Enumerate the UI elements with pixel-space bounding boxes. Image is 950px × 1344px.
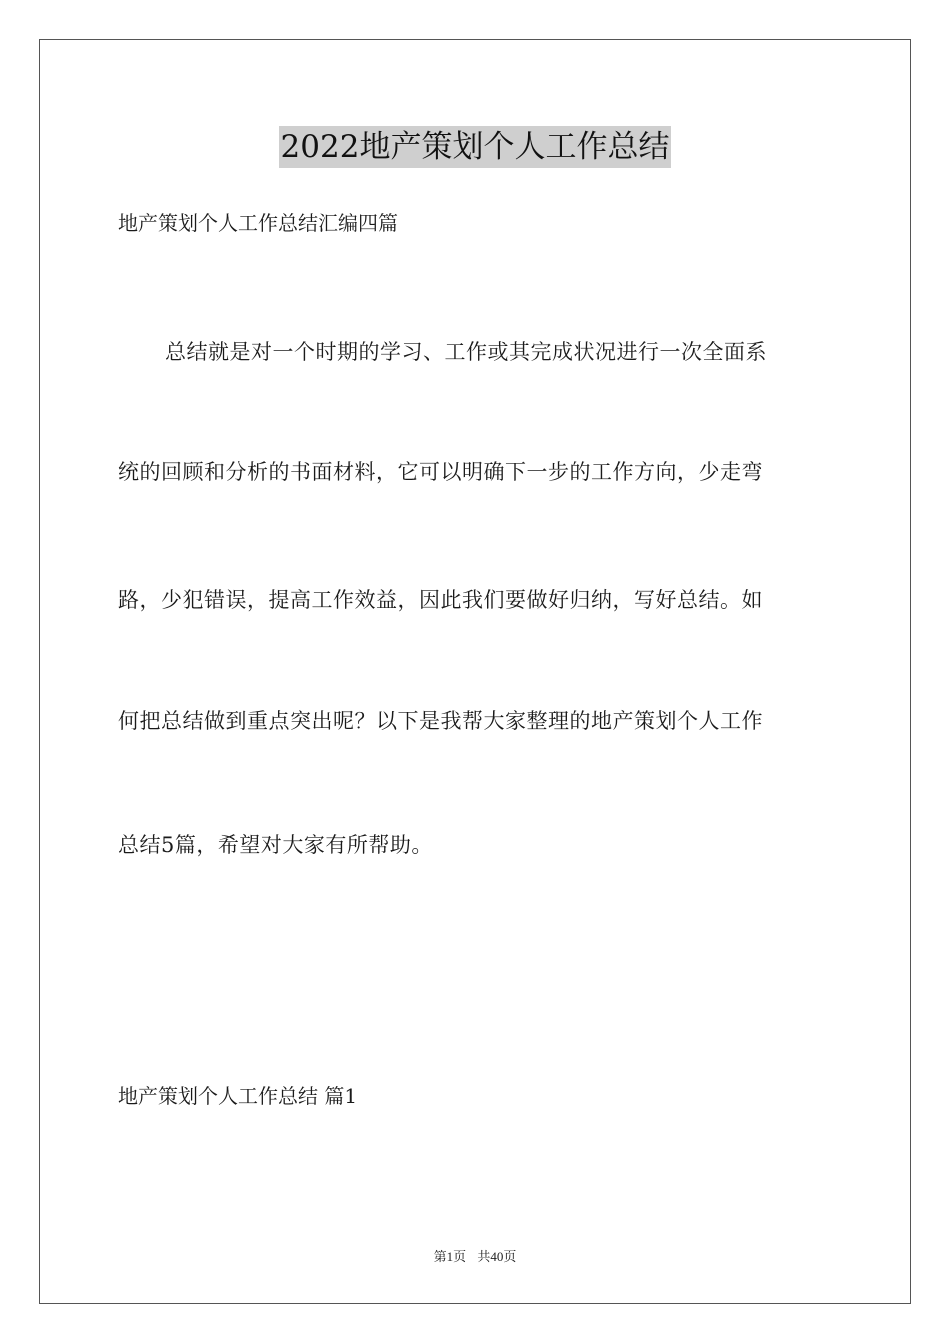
intro-line-3: 路，少犯错误，提高工作效益，因此我们要做好归纳，写好总结。如 — [118, 588, 763, 612]
section-heading: 地产策划个人工作总结 篇1 — [118, 1084, 358, 1108]
document-title: 2022地产策划个人工作总结 — [279, 126, 672, 168]
title-container — [0, 126, 950, 168]
intro-line-2: 统的回顾和分析的书面材料，它可以明确下一步的工作方向，少走弯 — [118, 460, 763, 484]
intro-line-4: 何把总结做到重点突出呢？以下是我帮大家整理的地产策划个人工作 — [118, 709, 763, 733]
page-footer — [0, 1248, 950, 1266]
page-number: 第1页 — [433, 1249, 467, 1264]
intro-line-5: 总结5篇，希望对大家有所帮助。 — [118, 833, 433, 857]
intro-line-1: 总结就是对一个时期的学习、工作或其完成状况进行一次全面系 — [165, 340, 767, 364]
document-subtitle: 地产策划个人工作总结汇编四篇 — [118, 211, 398, 235]
page-total: 共40页 — [477, 1249, 517, 1264]
